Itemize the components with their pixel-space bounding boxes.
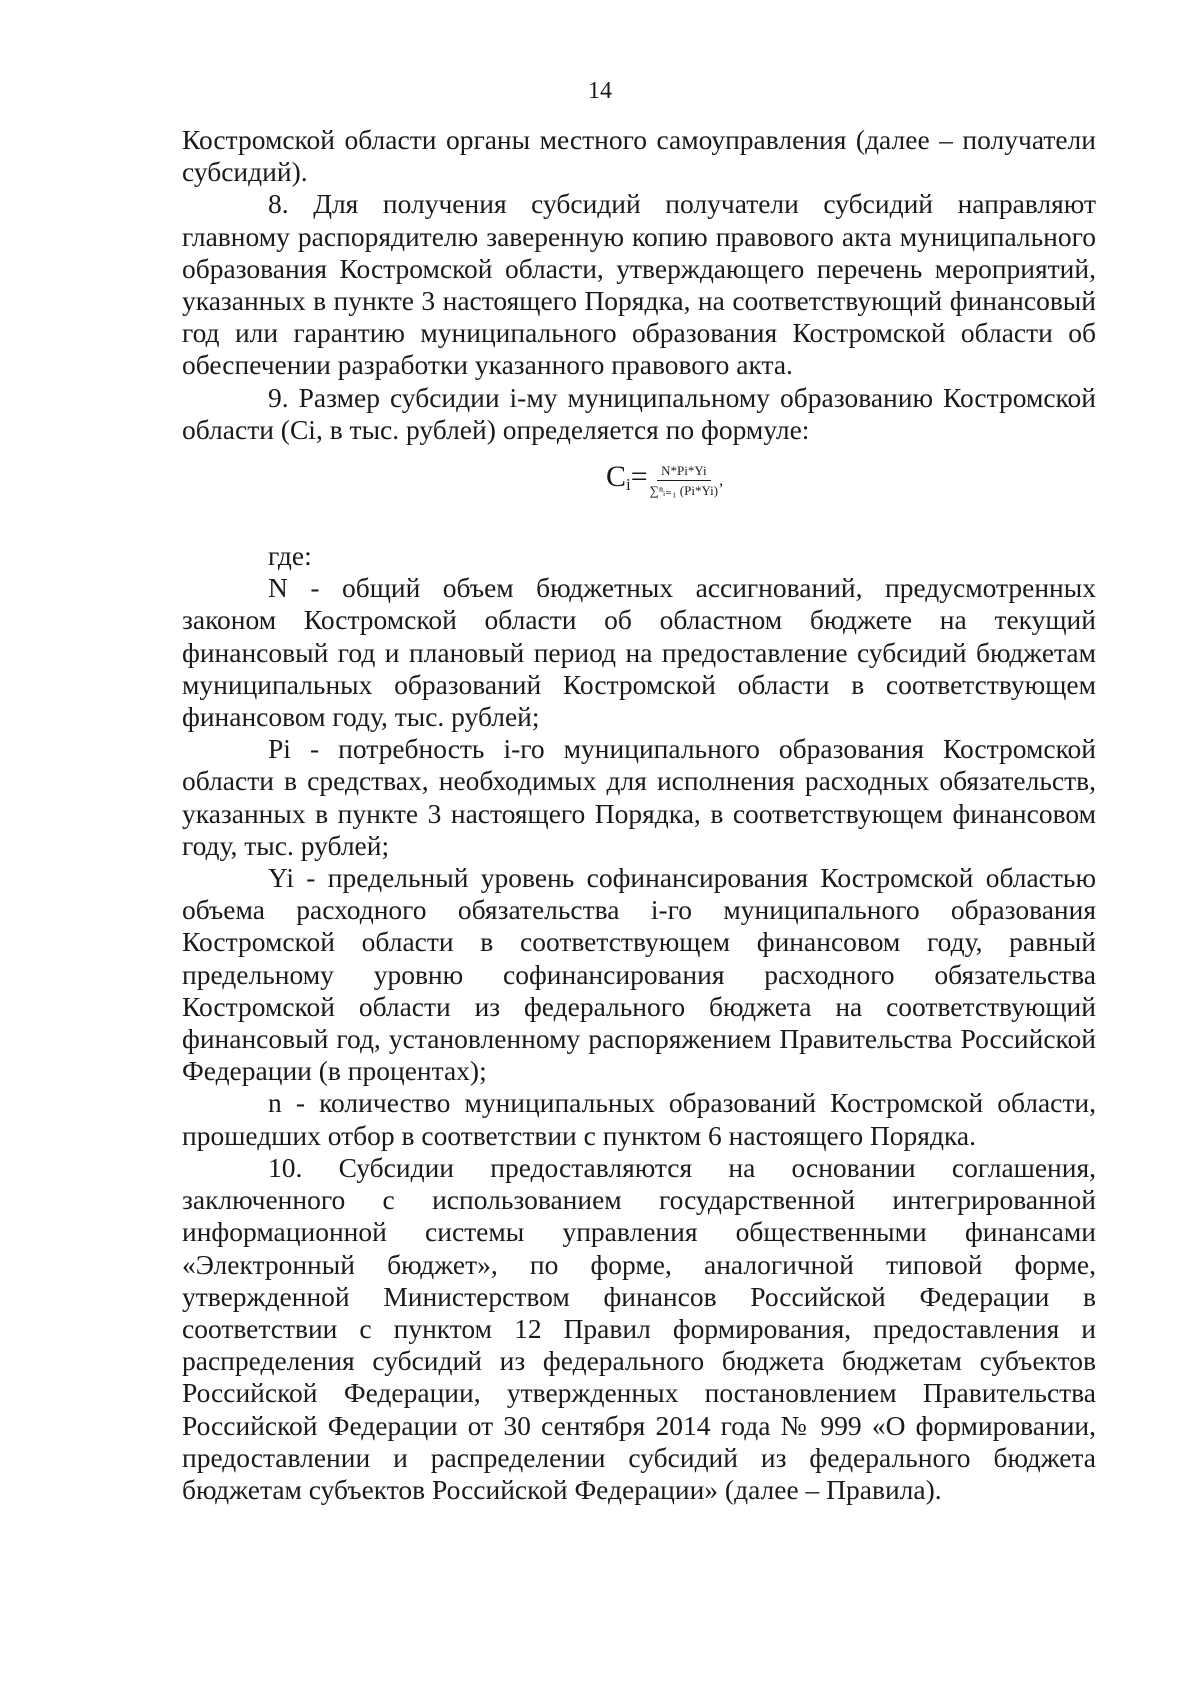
paragraph-item-8: 8. Для получения субсидий получатели субсидий направляют главному распорядителю заверенную копию правового акта муниципального образования Костромской области, утверждающего перечень мероприятий, указанных в пункте 3 настоящего Порядка, на соответствующий финансовый год или гарантию муниципального образования Костромской области об обеспечении разработки указанного правового акта. bbox=[182, 188, 1096, 381]
page-number: 14 bbox=[588, 78, 612, 104]
subsidy-formula bbox=[182, 454, 1096, 536]
formula-equals: = bbox=[630, 460, 648, 494]
paragraph-item-10: 10. Субсидии предоставляются на основании соглашения, заключенного с использованием государственной интегрированной информационной системы управления общественными финансами «Электронный бюджет», по форме, аналогичной типовой форме, утвержденной Министерством финансов Российской Федерации в соответствии с пунктом 12 Правил формирования, предоставления и распределения субсидий из федерального бюджета бюджетам субъектов Российской Федерации, утвержденных постановлением Правительства Российской Федерации от 30 сентября 2014 года № 999 «О формировании, предоставлении и распределении субсидий из федерального бюджета бюджетам субъектов Российской Федерации» (далее – Правила). bbox=[182, 1151, 1096, 1505]
formula-fraction bbox=[650, 462, 718, 500]
document-body bbox=[182, 124, 1096, 1506]
formula-denominator: ∑ⁿᵢ₌₁ (Pi*Yi) bbox=[649, 483, 719, 499]
formula-lhs bbox=[606, 462, 648, 500]
paragraph-def-n-count: n - количество муниципальных образований Костромской области, прошедших отбор в соответствии с пунктом 6 настоящего Порядка. bbox=[182, 1087, 1096, 1151]
formula-lhs-letter: C bbox=[606, 460, 627, 494]
formula-lhs-subscript: i bbox=[626, 475, 631, 495]
paragraph-def-n: N - общий объем бюджетных ассигнований, предусмотренных законом Костромской области об областном бюджете на текущий финансовый год и плановый период на предоставление субсидий бюджетам муниципальных образований Костромской области в соответствующем финансовом году, тыс. рублей; bbox=[182, 572, 1096, 733]
paragraph-recipients: Костромской области органы местного самоуправления (далее – получатели субсидий). bbox=[182, 124, 1096, 188]
paragraph-def-yi: Yi - предельный уровень софинансирования Костромской областью объема расходного обязательства i-го муниципального образования Костромской области в соответствующем финансовом году, равный предельному уровню софинансирования расходного обязательства Костромской области из федерального бюджета на соответствующий финансовый год, установленному распоряжением Правительства Российской Федерации (в процентах); bbox=[182, 862, 1096, 1087]
paragraph-item-9: 9. Размер субсидии i-му муниципальному образованию Костромской области (Сi, в тыс. рублей) определяется по формуле: bbox=[182, 381, 1096, 445]
formula-trailing-comma: , bbox=[719, 471, 724, 489]
paragraph-def-pi: Pi - потребность i-го муниципального образования Костромской области в средствах, необходимых для исполнения расходных обязательств, указанных в пункте 3 настоящего Порядка, в соответствующем финансовом году, тыс. рублей; bbox=[182, 733, 1096, 861]
where-label: где: bbox=[268, 540, 312, 572]
formula-numerator: N*Pi*Yi bbox=[657, 462, 711, 481]
